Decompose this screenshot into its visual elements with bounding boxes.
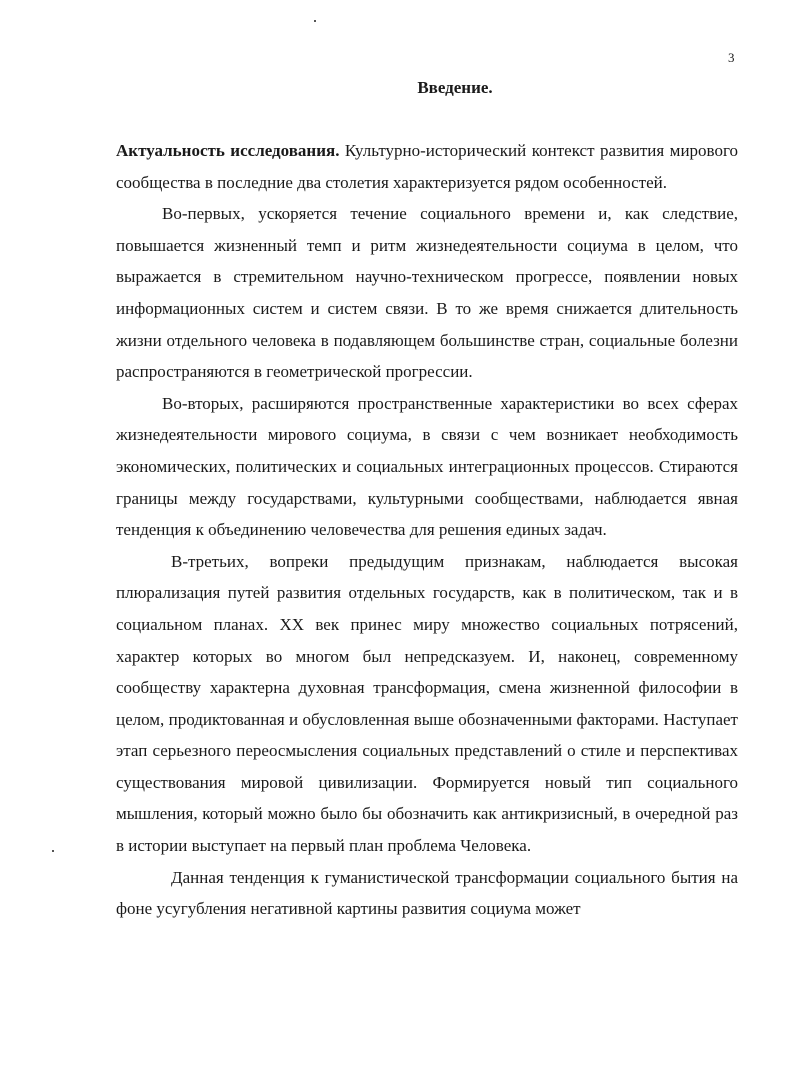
- paragraph-text: Культурно-исторический контекст развития мирового сообщества в последние два столетия характеризуется рядом особенностей.: [116, 141, 738, 192]
- paragraph-first: Во-первых, ускоряется течение социального времени и, как следствие, повышается жизненный темп и ритм жизнедеятельности социума в целом, что выражается в стремительном научно-техническом прогрессе, появлении новых информационных систем и систем связи. В то же время снижается длительность жизни отдельного человека в подавляющем большинстве стран, социальные болезни распространяются в геометрической прогрессии.: [116, 204, 738, 382]
- page-number: 3: [728, 50, 735, 65]
- relevance-heading: Актуальность исследования.: [116, 141, 340, 160]
- document-body: [116, 135, 738, 925]
- paragraph-relevance: [116, 135, 738, 198]
- scan-speck-left: [52, 850, 54, 852]
- scan-speck-top: [314, 20, 316, 22]
- paragraph-second: Во-вторых, расширяются пространственные характеристики во всех сферах жизнедеятельности мирового социума, в связи с чем возникает необходимость экономических, политических и социальных интеграционных процессов. Стираются границы между государствами, культурными сообществами, наблюдается явная тенденция к объединению человечества для решения единых задач.: [116, 393, 738, 540]
- paragraph-third: В-третьих, вопреки предыдущим признакам, наблюдается высокая плюрализация путей развития отдельных государств, как в политическом, так и в социальном планах. XX век принес миру множество социальных потрясений, характер которых во многом был непредсказуем. И, наконец, современному сообществу характерна духовная трансформация, смена жизненной философии в целом, продиктованная и обусловленная выше обозначенными факторами. Наступает этап серьезного переосмысления социальных представлений о стиле и перспективах существования мировой цивилизации. Формируется новый тип социального мышления, который можно было бы обозначить как антикризисный, в очередной раз в истории выступает на первый план проблема Человека.: [116, 551, 738, 856]
- section-title: Введение.: [417, 78, 493, 97]
- paragraph-fourth: Данная тенденция к гуманистической трансформации социального бытия на фоне усугубления негативной картины развития социума может: [116, 867, 738, 919]
